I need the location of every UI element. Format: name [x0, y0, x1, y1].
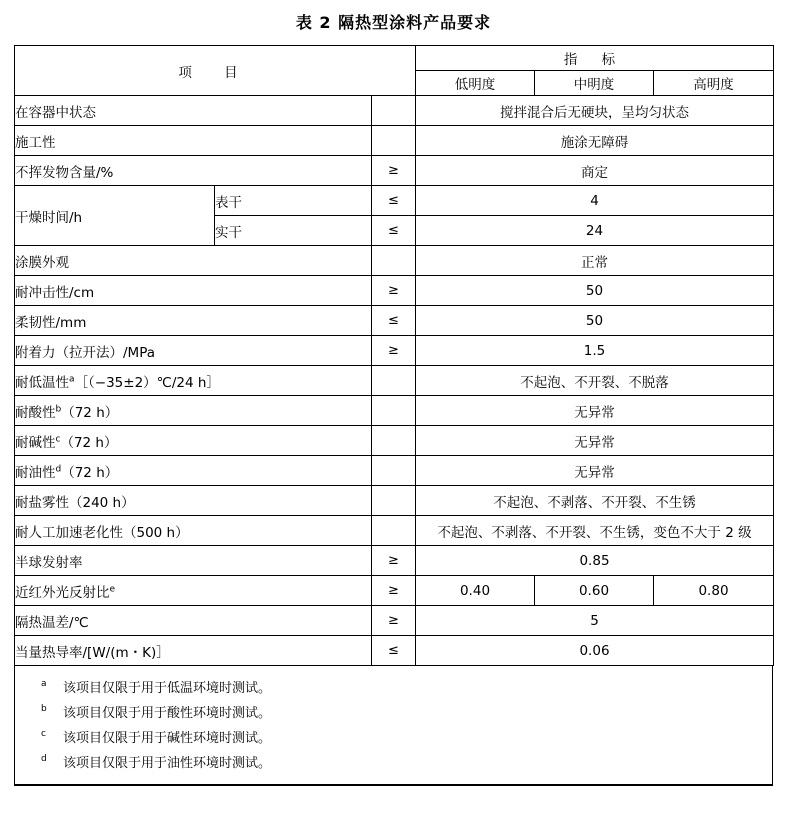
row-value: 无异常 — [416, 426, 774, 456]
row-name: 隔热温差/℃ — [15, 606, 372, 636]
table-row — [15, 546, 774, 576]
footnote-b — [15, 699, 772, 724]
table-row — [15, 576, 774, 606]
row-name: 施工性 — [15, 126, 372, 156]
row-name: 柔韧性/mm — [15, 306, 372, 336]
table-row — [15, 636, 774, 666]
row-symbol — [372, 516, 416, 546]
table-header-row-1 — [15, 46, 774, 71]
row-value: 不起泡、不开裂、不脱落 — [416, 366, 774, 396]
row-symbol: ≤ — [372, 216, 416, 246]
footnote-c — [15, 724, 772, 749]
row-symbol: ≤ — [372, 186, 416, 216]
row-name: 当量热导率/[W/(m・K)］ — [15, 636, 372, 666]
table-row — [15, 96, 774, 126]
table-footnotes — [14, 666, 773, 786]
row-symbol: ≥ — [372, 276, 416, 306]
row-value: 不起泡、不剥落、不开裂、不生锈，变色不大于 2 级 — [416, 516, 774, 546]
table-row — [15, 366, 774, 396]
header-col-low: 低明度 — [416, 71, 535, 96]
row-symbol — [372, 456, 416, 486]
table-row — [15, 246, 774, 276]
table-row — [15, 396, 774, 426]
header-item-cell — [15, 46, 416, 96]
row-name: 耐酸性$^b$（72 h） — [15, 396, 372, 426]
table-row — [15, 516, 774, 546]
row-symbol: ≥ — [372, 546, 416, 576]
table-row — [15, 126, 774, 156]
table-row — [15, 186, 774, 216]
row-value-high: 0.80 — [654, 576, 774, 606]
footnote-text: 该项目仅限于用于低温环境时测试。 — [63, 681, 272, 696]
footnote-d — [15, 749, 772, 774]
footnote-text: 该项目仅限于用于酸性环境时测试。 — [63, 706, 272, 721]
row-symbol: ≤ — [372, 306, 416, 336]
header-item-label: 项 目 — [178, 64, 252, 81]
row-value: 搅拌混合后无硬块，呈均匀状态 — [416, 96, 774, 126]
row-value: 4 — [416, 186, 774, 216]
table-row — [15, 486, 774, 516]
row-symbol — [372, 486, 416, 516]
footnote-text: 该项目仅限于用于油性环境时测试。 — [63, 756, 272, 771]
row-subname: 表干 — [215, 186, 372, 216]
row-symbol — [372, 246, 416, 276]
row-name: 耐碱性$^c$（72 h） — [15, 426, 372, 456]
row-value: 无异常 — [416, 396, 774, 426]
row-value: 无异常 — [416, 456, 774, 486]
row-name: 在容器中状态 — [15, 96, 372, 126]
footnote-marker: c — [41, 729, 46, 739]
table-container — [0, 45, 787, 666]
row-value: 0.06 — [416, 636, 774, 666]
table-row — [15, 456, 774, 486]
table-row — [15, 276, 774, 306]
header-col-high: 高明度 — [654, 71, 774, 96]
row-symbol — [372, 426, 416, 456]
row-name: 耐低温性$^a$［（−35±2）℃/24 h］ — [15, 366, 372, 396]
row-value: 商定 — [416, 156, 774, 186]
row-name: 附着力（拉开法）/MPa — [15, 336, 372, 366]
table-row — [15, 306, 774, 336]
row-value-mid: 0.60 — [535, 576, 654, 606]
row-name: 半球发射率 — [15, 546, 372, 576]
row-name: 不挥发物含量/% — [15, 156, 372, 186]
footnote-marker: b — [41, 704, 47, 714]
table-row — [15, 336, 774, 366]
row-symbol: ≥ — [372, 156, 416, 186]
row-symbol — [372, 396, 416, 426]
row-value-low: 0.40 — [416, 576, 535, 606]
footnote-marker: d — [41, 754, 47, 764]
row-value: 5 — [416, 606, 774, 636]
row-symbol — [372, 366, 416, 396]
header-indicator-cell: 指 标 — [416, 46, 774, 71]
row-symbol: ≤ — [372, 636, 416, 666]
row-value: 正常 — [416, 246, 774, 276]
table-row — [15, 606, 774, 636]
row-symbol: ≥ — [372, 336, 416, 366]
row-name: 耐盐雾性（240 h） — [15, 486, 372, 516]
table-row — [15, 426, 774, 456]
row-symbol: ≥ — [372, 576, 416, 606]
requirements-table — [14, 45, 774, 666]
row-name: 干燥时间/h — [15, 186, 215, 246]
row-name: 耐冲击性/cm — [15, 276, 372, 306]
row-value: 0.85 — [416, 546, 774, 576]
row-value: 50 — [416, 276, 774, 306]
row-name: 涂膜外观 — [15, 246, 372, 276]
row-value: 不起泡、不剥落、不开裂、不生锈 — [416, 486, 774, 516]
row-symbol — [372, 96, 416, 126]
footnote-marker: a — [41, 679, 47, 689]
header-col-mid: 中明度 — [535, 71, 654, 96]
row-symbol — [372, 126, 416, 156]
row-value: 1.5 — [416, 336, 774, 366]
row-value: 50 — [416, 306, 774, 336]
row-subname: 实干 — [215, 216, 372, 246]
footnote-a — [15, 674, 772, 699]
table-title: 表 2 隔热型涂料产品要求 — [295, 13, 492, 32]
row-name: 耐人工加速老化性（500 h） — [15, 516, 372, 546]
table-row — [15, 156, 774, 186]
row-value: 24 — [416, 216, 774, 246]
row-symbol: ≥ — [372, 606, 416, 636]
row-name: 近红外光反射比$^e$ — [15, 576, 372, 606]
row-name: 耐油性$^d$（72 h） — [15, 456, 372, 486]
row-value: 施涂无障碍 — [416, 126, 774, 156]
footnote-text: 该项目仅限于用于碱性环境时测试。 — [63, 731, 272, 746]
